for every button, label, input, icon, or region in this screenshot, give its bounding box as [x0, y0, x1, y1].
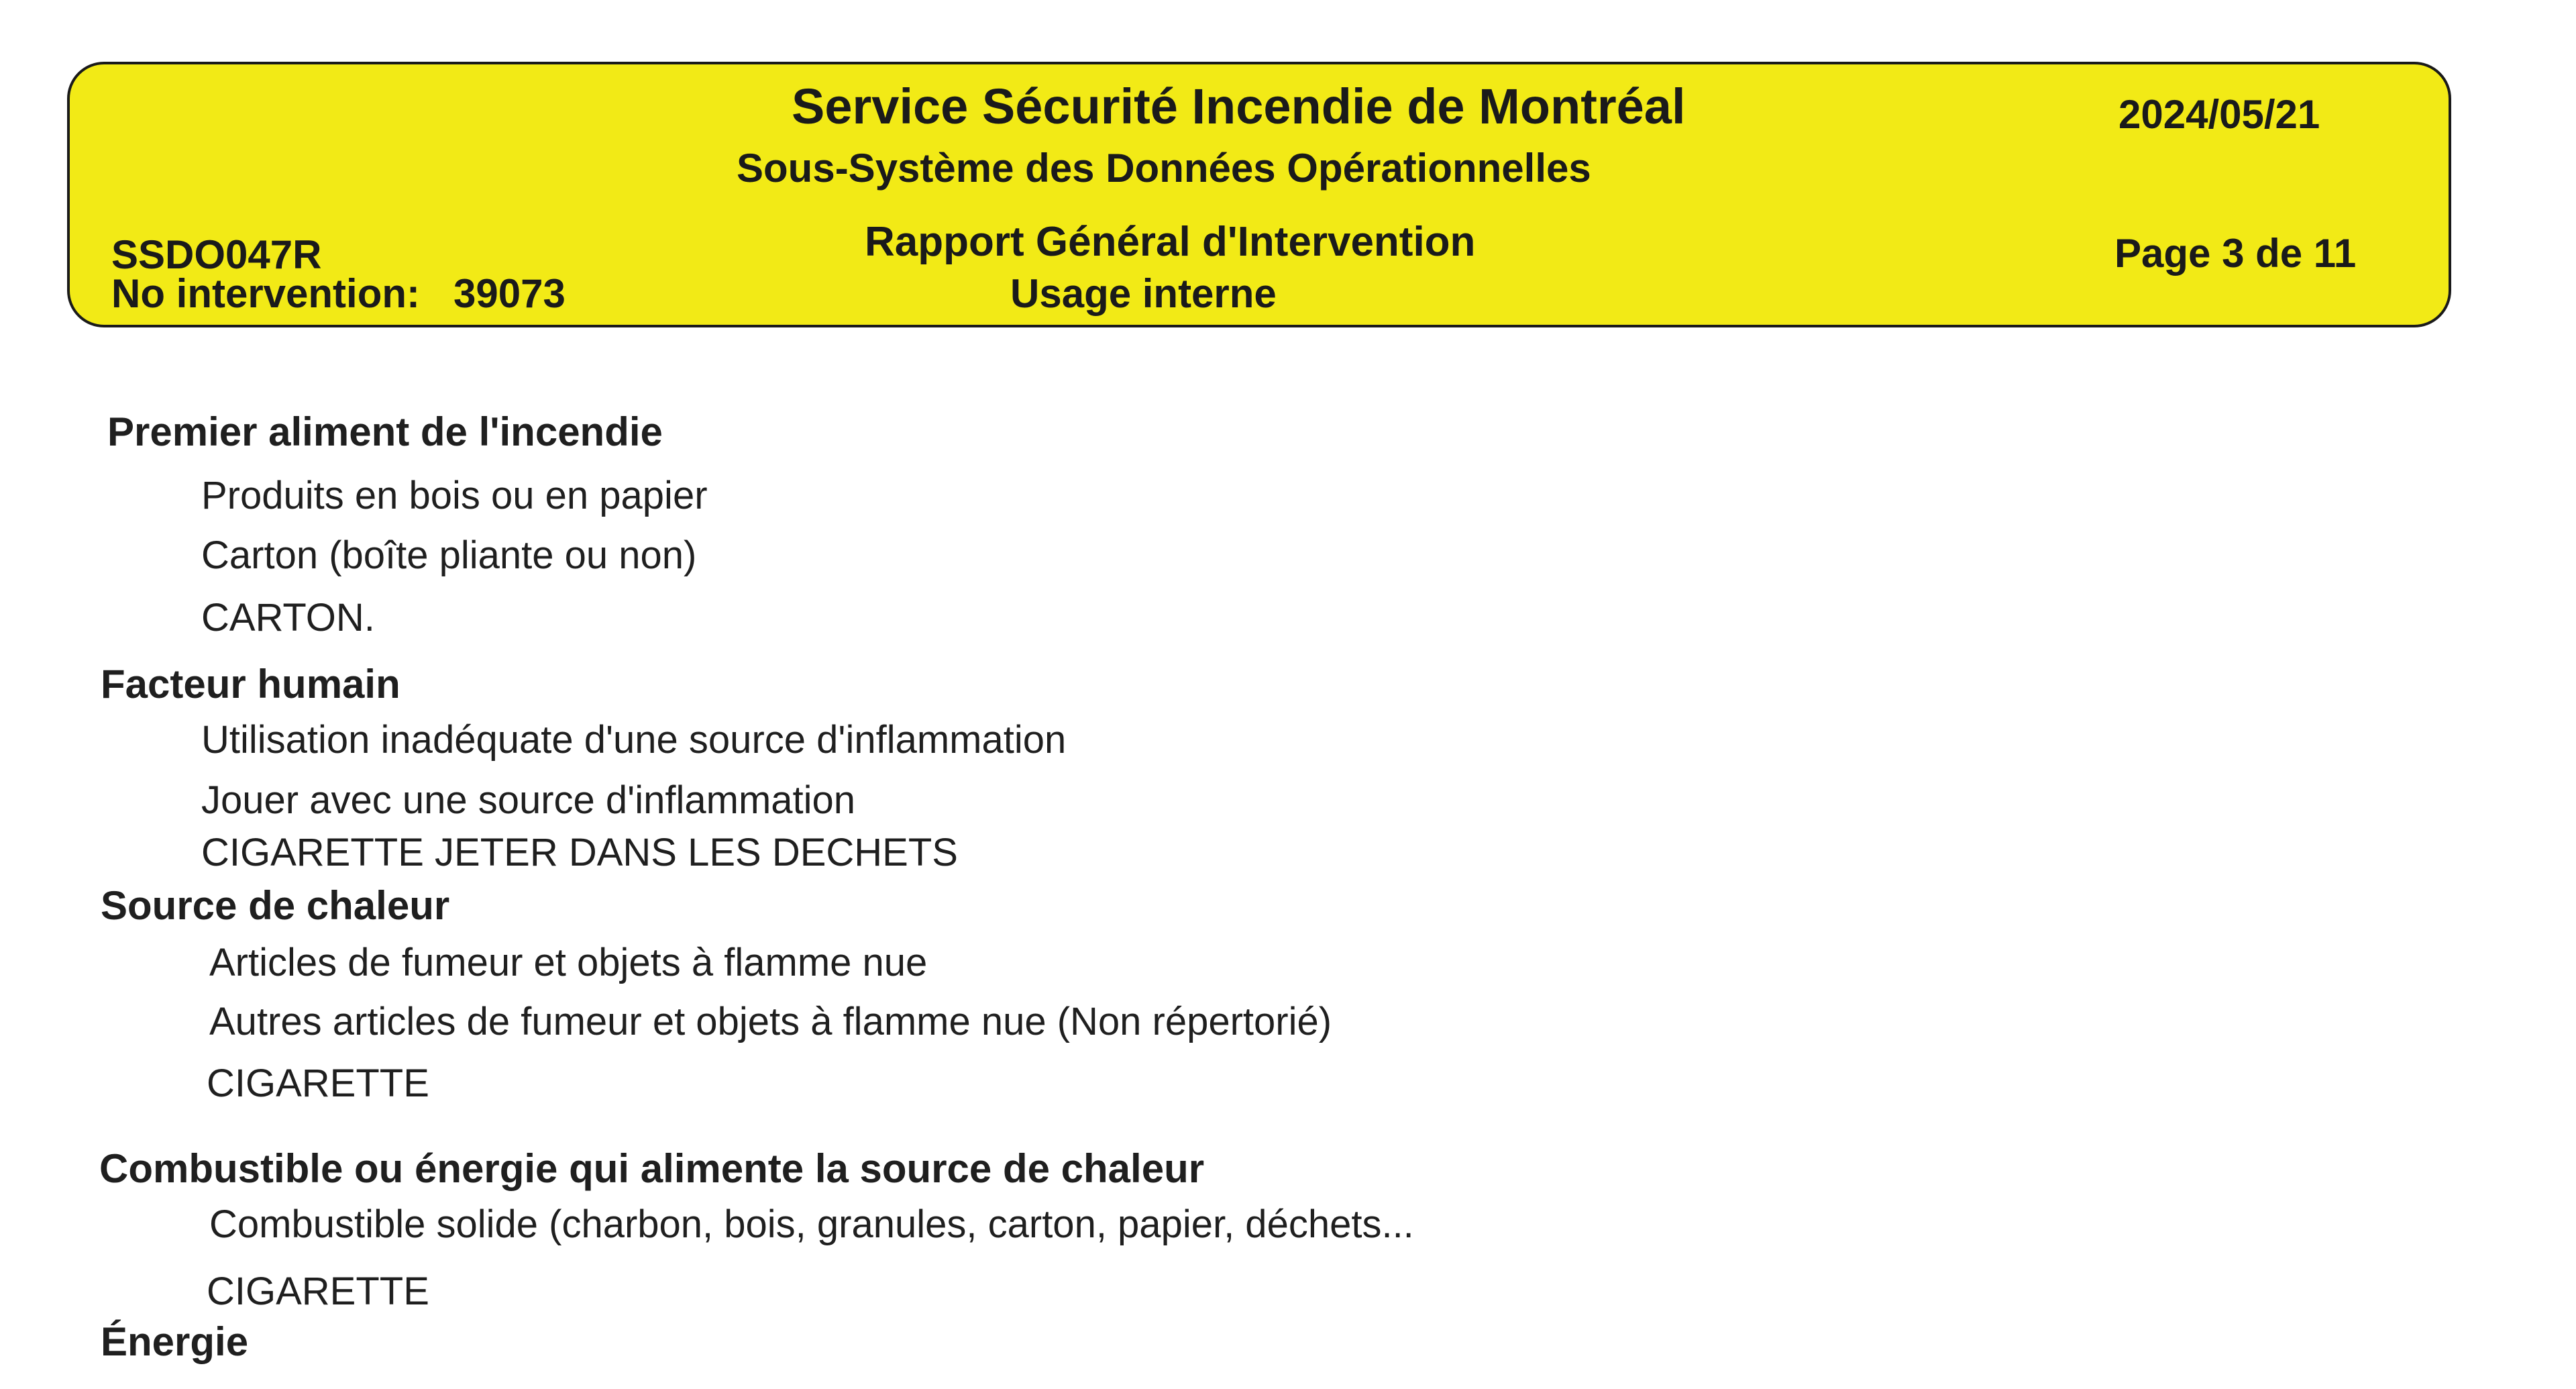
section-heading-energie: Énergie: [101, 1319, 249, 1364]
section-line: CARTON.: [201, 596, 375, 639]
section-heading-premier-aliment: Premier aliment de l'incendie: [107, 409, 663, 454]
intervention-number: [111, 271, 566, 316]
report-title: Rapport Général d'Intervention: [865, 219, 1476, 265]
section-heading-facteur-humain: Facteur humain: [101, 662, 400, 707]
system-subtitle: Sous-Système des Données Opérationnelles: [737, 146, 1591, 191]
section-line: Autres articles de fumeur et objets à flamme nue (Non répertorié): [209, 1000, 1332, 1043]
organization-title: Service Sécurité Incendie de Montréal: [792, 79, 1686, 134]
report-header-banner: [67, 62, 2451, 327]
section-line: CIGARETTE: [207, 1062, 429, 1105]
section-line: Jouer avec une source d'inflammation: [201, 778, 856, 822]
section-heading-source-chaleur: Source de chaleur: [101, 883, 450, 928]
section-line: Produits en bois ou en papier: [201, 474, 708, 517]
section-line: Combustible solide (charbon, bois, granules, carton, papier, déchets...: [209, 1202, 1414, 1246]
intervention-value: 39073: [453, 271, 566, 316]
intervention-label: No intervention:: [111, 271, 420, 316]
section-line: Articles de fumeur et objets à flamme nue: [209, 941, 928, 984]
section-line: CIGARETTE: [207, 1270, 429, 1313]
report-date: 2024/05/21: [2118, 92, 2320, 137]
usage-label: Usage interne: [1010, 271, 1277, 316]
page-number: Page 3 de 11: [2114, 231, 2357, 276]
section-heading-combustible: Combustible ou énergie qui alimente la source de chaleur: [99, 1146, 1205, 1191]
section-line: Utilisation inadéquate d'une source d'inflammation: [201, 718, 1067, 762]
section-line: Carton (boîte pliante ou non): [201, 533, 697, 577]
report-code: SSDO047R: [111, 232, 322, 277]
section-line: CIGARETTE JETER DANS LES DECHETS: [201, 831, 958, 874]
